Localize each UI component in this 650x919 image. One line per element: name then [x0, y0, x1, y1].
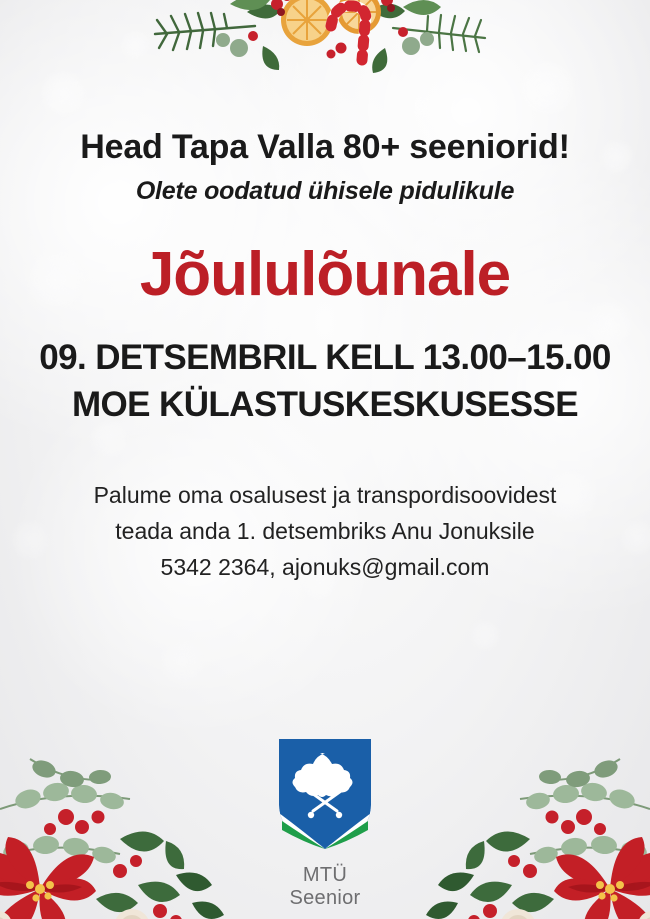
organization-name: MTÜ Seenior [289, 864, 361, 909]
subheadline: Olete oodatud ühisele pidulikule [135, 177, 515, 205]
event-location: MOE KÜLASTUSKESKUSESSE [71, 384, 579, 424]
bottom-left-floral-decoration [0, 689, 270, 919]
organization-crest-block [265, 735, 385, 910]
rsvp-contact: 5342 2364, ajonuks@gmail.com [160, 553, 490, 580]
coat-of-arms-icon [275, 735, 375, 853]
rsvp-line-1: Palume oma osalusest ja transpordisoovidest [93, 482, 557, 509]
headline: Head Tapa Valla 80+ seeniorid! [80, 128, 570, 166]
rsvp-line-2: teada anda 1. detsembriks Anu Jonuksile [115, 518, 535, 545]
event-datetime: 09. DETSEMBRIL KELL 13.00–15.00 [39, 338, 611, 378]
event-title: Jõululõunale [139, 240, 511, 309]
rsvp-instructions [0, 478, 650, 585]
bottom-right-floral-decoration [380, 689, 650, 919]
